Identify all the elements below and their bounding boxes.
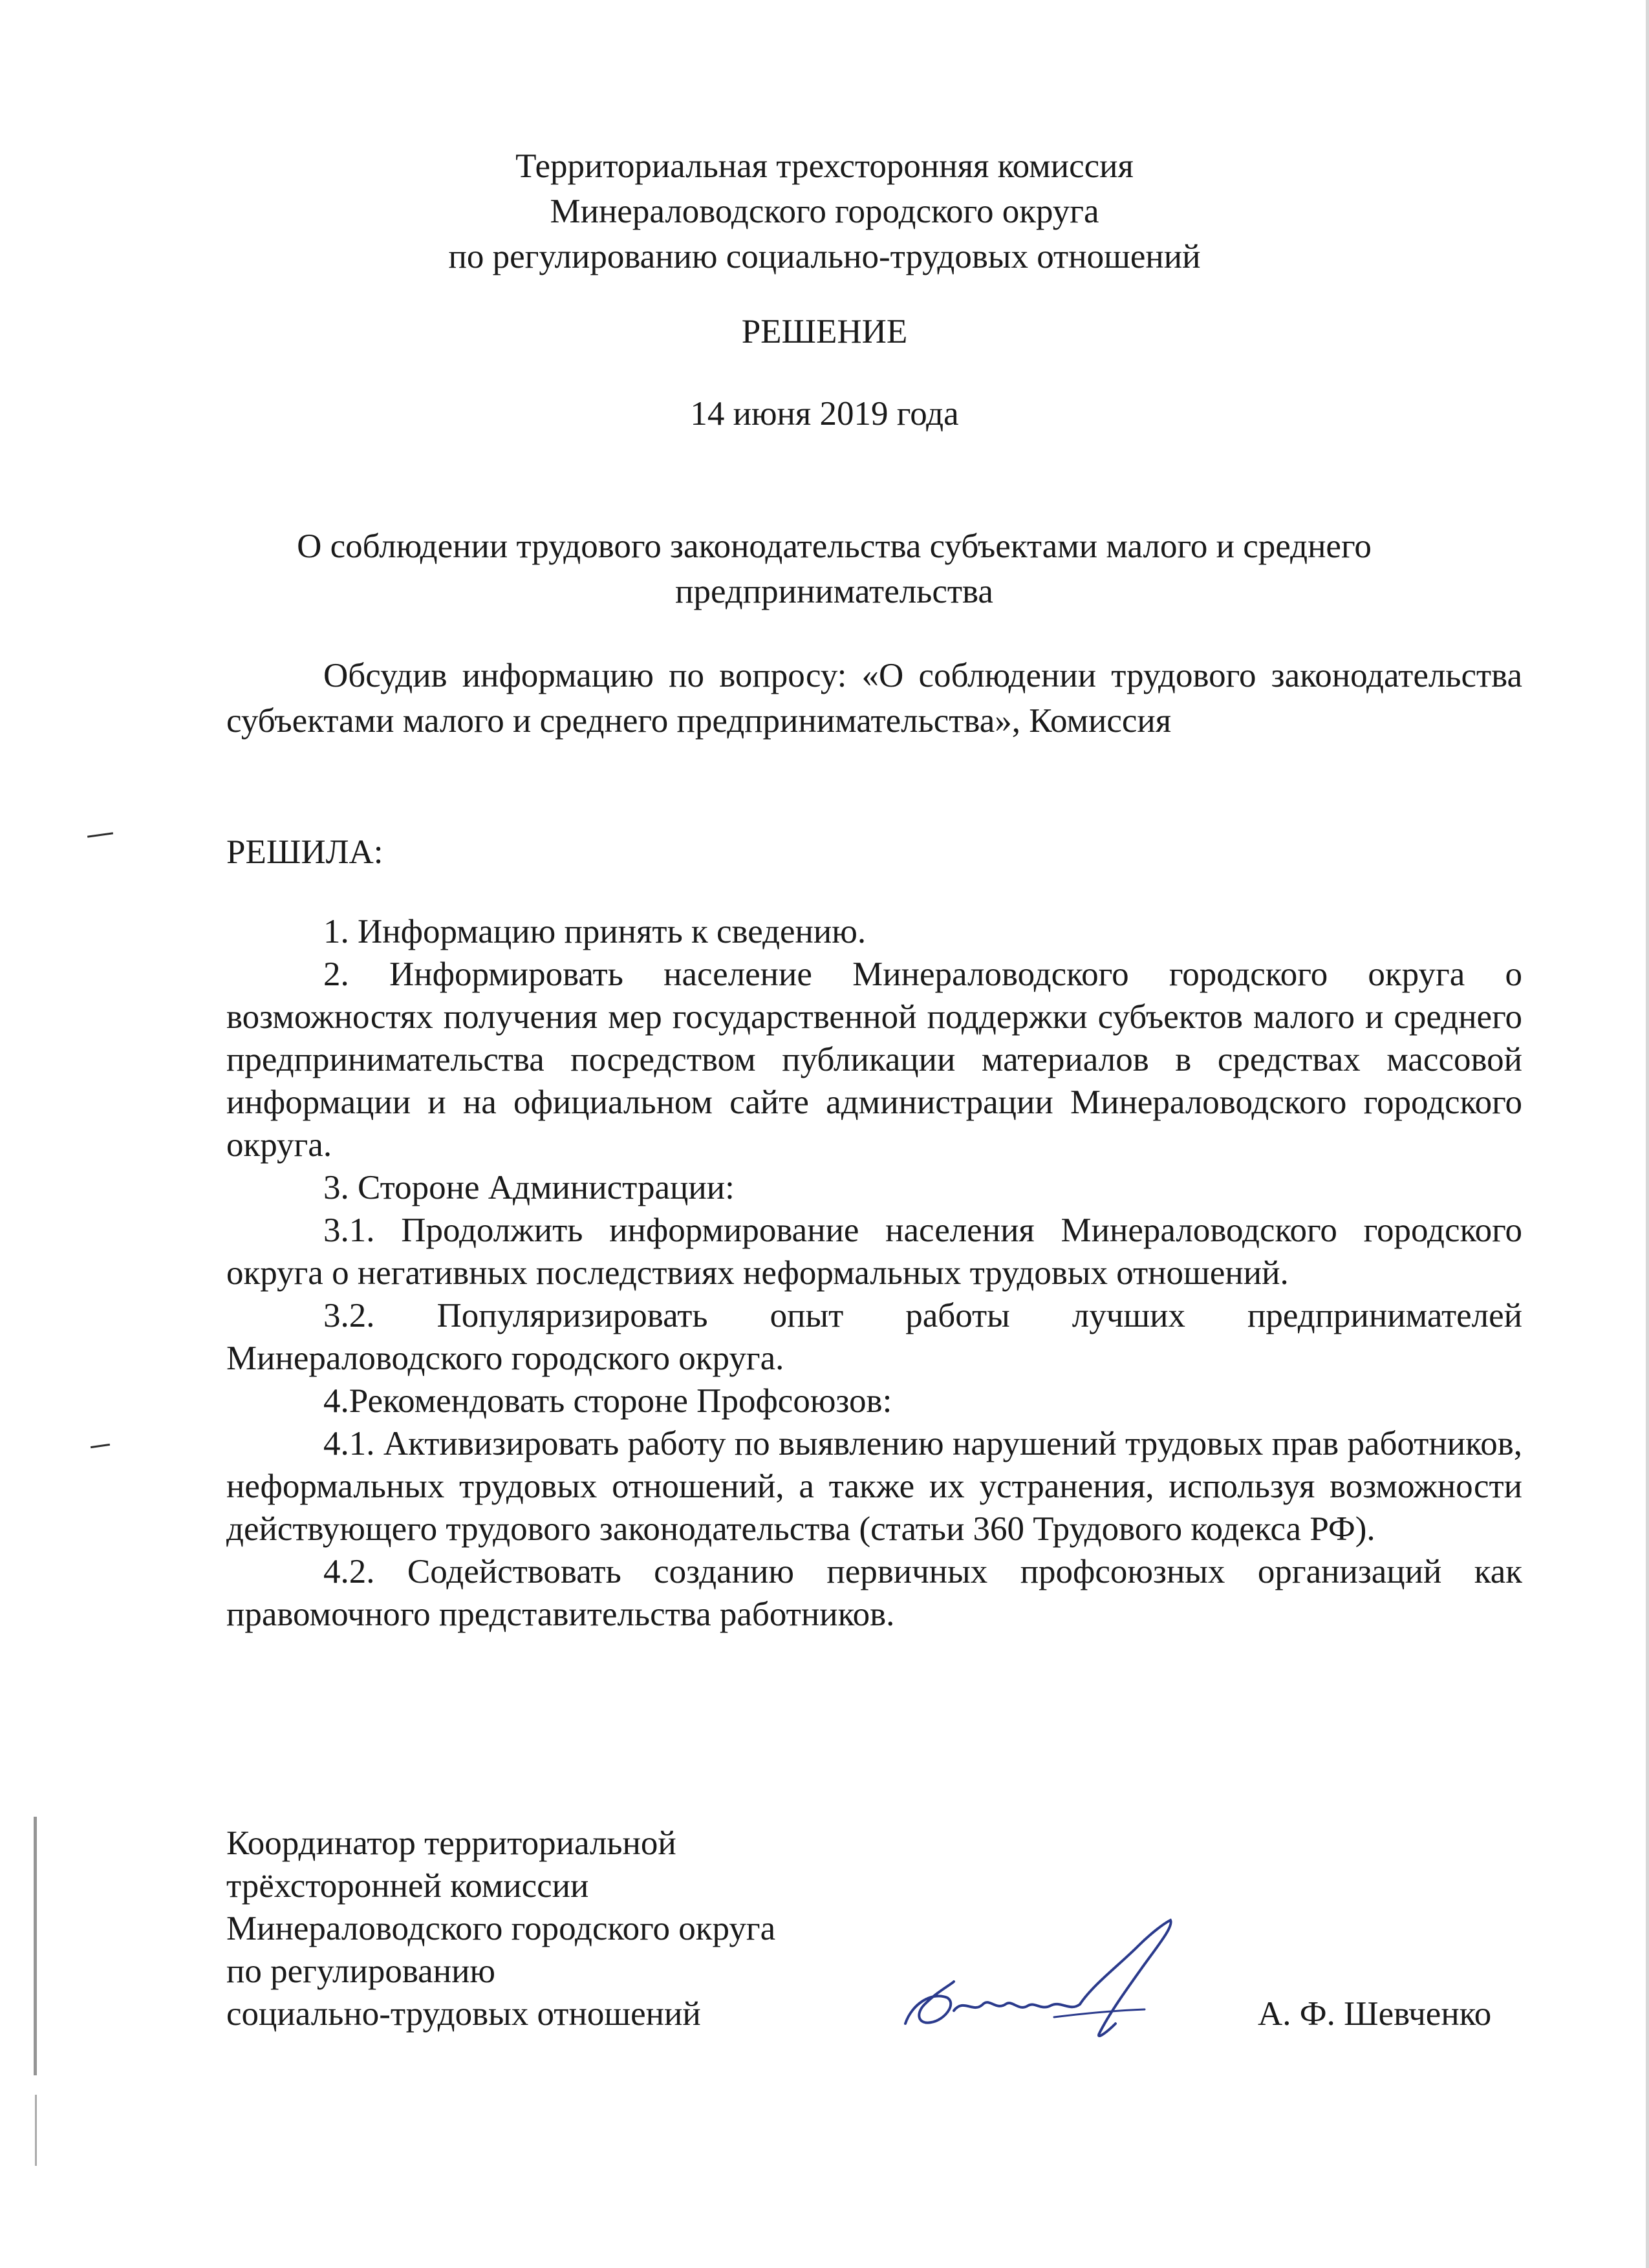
header-line: Территориальная трехсторонняя комиссия <box>515 147 1134 185</box>
document-subject: О соблюдении трудового законодательства субъектами малого и среднего предпринимательства <box>297 528 1372 610</box>
decision-item: 1. Информацию принять к сведению. <box>323 913 867 950</box>
signatory-line: социально-трудовых отношений <box>226 1995 701 2033</box>
decision-items <box>226 910 1522 1636</box>
document-header <box>0 144 1649 279</box>
decided-label: РЕШИЛА: <box>226 833 383 871</box>
scan-mark <box>34 1817 37 2075</box>
signatory-line: Координатор территориальной <box>226 1824 676 1862</box>
signatory-line: трёхсторонней комиссии <box>226 1867 589 1905</box>
decision-item: 4.Рекомендовать стороне Профсоюзов: <box>323 1382 892 1420</box>
scan-mark <box>87 832 113 838</box>
scan-mark <box>35 2095 37 2166</box>
decision-item: 3. Стороне Администрации: <box>323 1169 735 1206</box>
signatory-line: по регулированию <box>226 1952 496 1990</box>
decision-item: 4.1. Активизировать работу по выявлению нарушений трудовых прав работников, неформальных трудовых отношений, а также их устранения, используя возможности действующего трудового законодательства (статьи 360 Трудового кодекса РФ). <box>226 1425 1522 1548</box>
handwritten-signature <box>886 1907 1222 2049</box>
signatory-line: Минераловодского городского округа <box>226 1910 776 1947</box>
header-line: Минераловодского городского округа <box>550 193 1099 230</box>
intro-block <box>226 653 1522 744</box>
decision-item: 4.2. Содействовать созданию первичных профсоюзных организаций как правомочного представительства работников. <box>226 1553 1522 1633</box>
decision-item: 3.2. Популяризировать опыт работы лучших предпринимателей Минераловодского городского округа. <box>226 1297 1522 1377</box>
document-title: РЕШЕНИЕ <box>741 313 908 350</box>
decision-item: 3.1. Продолжить информирование населения Минераловодского городского округа о негативных последствиях неформальных трудовых отношений. <box>226 1212 1522 1292</box>
header-line: по регулированию социально-трудовых отношений <box>448 238 1201 275</box>
intro-paragraph: Обсудив информацию по вопросу: «О соблюдении трудового законодательства субъектами малого и среднего предпринимательства», Комиссия <box>226 657 1522 740</box>
document-date: 14 июня 2019 года <box>690 395 959 433</box>
signatory-title <box>226 1822 775 2035</box>
scan-mark <box>91 1444 110 1448</box>
decision-item: 2. Информировать население Минераловодского городского округа о возможностях получения мер государственной поддержки субъектов малого и среднего предпринимательства посредством публикации материалов в средствах массовой информации и на официальном сайте администрации Минераловодского городского округа. <box>226 956 1522 1164</box>
signatory-name: А. Ф. Шевченко <box>1258 1995 1492 2033</box>
